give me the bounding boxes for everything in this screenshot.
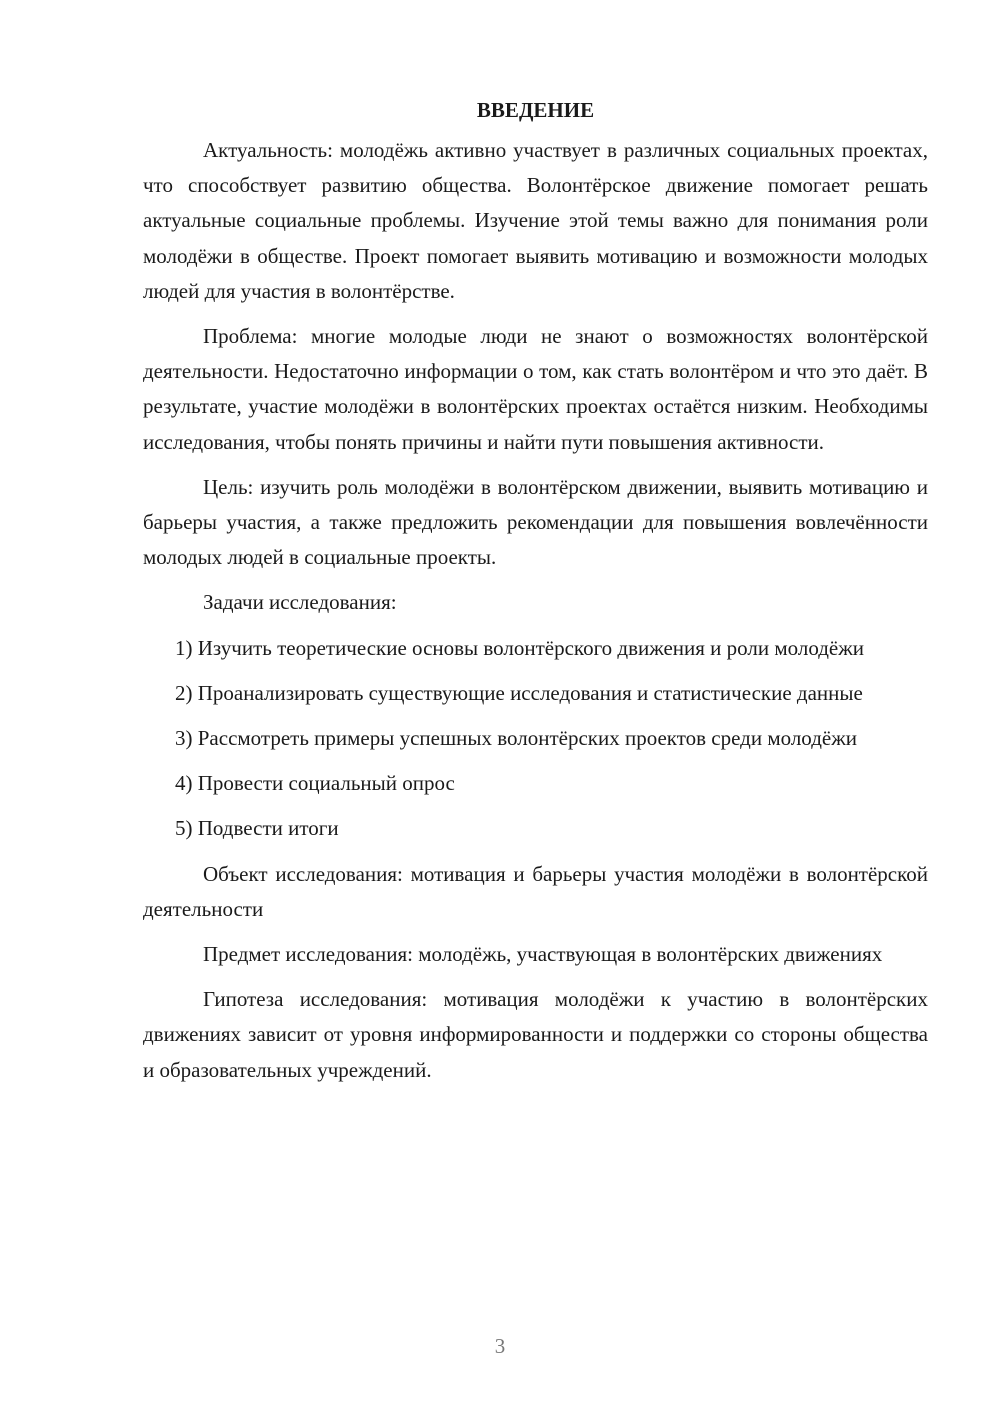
task-item-4: 4) Провести социальный опрос: [175, 771, 455, 796]
paragraph-relevance: Актуальность: молодёжь активно участвует в различных социальных проектах, что способствует развитию общества. Волонтёрское движение помогает решать актуальные социальные проблемы. Изучение этой темы важно для понимания роли молодёжи в обществе. Проект помогает выявить мотивацию и возможности молодых людей для участия в волонтёрстве.: [143, 138, 928, 303]
paragraph-goal: Цель: изучить роль молодёжи в волонтёрском движении, выявить мотивацию и барьеры участия, а также предложить рекомендации для повышения вовлечённости молодых людей в социальные проекты.: [143, 474, 928, 570]
document-page: [143, 95, 928, 1098]
paragraph-hypothesis: Гипотеза исследования: мотивация молодёжи к участию в волонтёрских движениях зависит от уровня информированности и поддержки со стороны общества и образовательных учреждений.: [143, 987, 928, 1082]
paragraph-problem: Проблема: многие молодые люди не знают о возможностях волонтёрской деятельности. Недостаточно информации о том, как стать волонтёром и что это даёт. В результате, участие молодёжи в волонтёрских проектах остаётся низким. Необходимы исследования, чтобы понять причины и найти пути повышения активности.: [143, 324, 928, 454]
task-item-5: 5) Подвести итоги: [175, 816, 339, 841]
section-title: ВВЕДЕНИЕ: [476, 98, 595, 122]
task-item-2: 2) Проанализировать существующие исследования и статистические данные: [175, 680, 863, 705]
paragraph-object: Объект исследования: мотивация и барьеры участия молодёжи в волонтёрской деятельности: [143, 861, 928, 921]
paragraph-subject: Предмет исследования: молодёжь, участвующая в волонтёрских движениях: [203, 942, 883, 967]
task-item-1: 1) Изучить теоретические основы волонтёрского движения и роли молодёжи: [175, 635, 865, 660]
paragraph-tasks-heading: Задачи исследования:: [203, 590, 397, 615]
task-item-3: 3) Рассмотреть примеры успешных волонтёрских проектов среди молодёжи: [175, 726, 857, 751]
page-number: 3: [494, 1334, 506, 1358]
